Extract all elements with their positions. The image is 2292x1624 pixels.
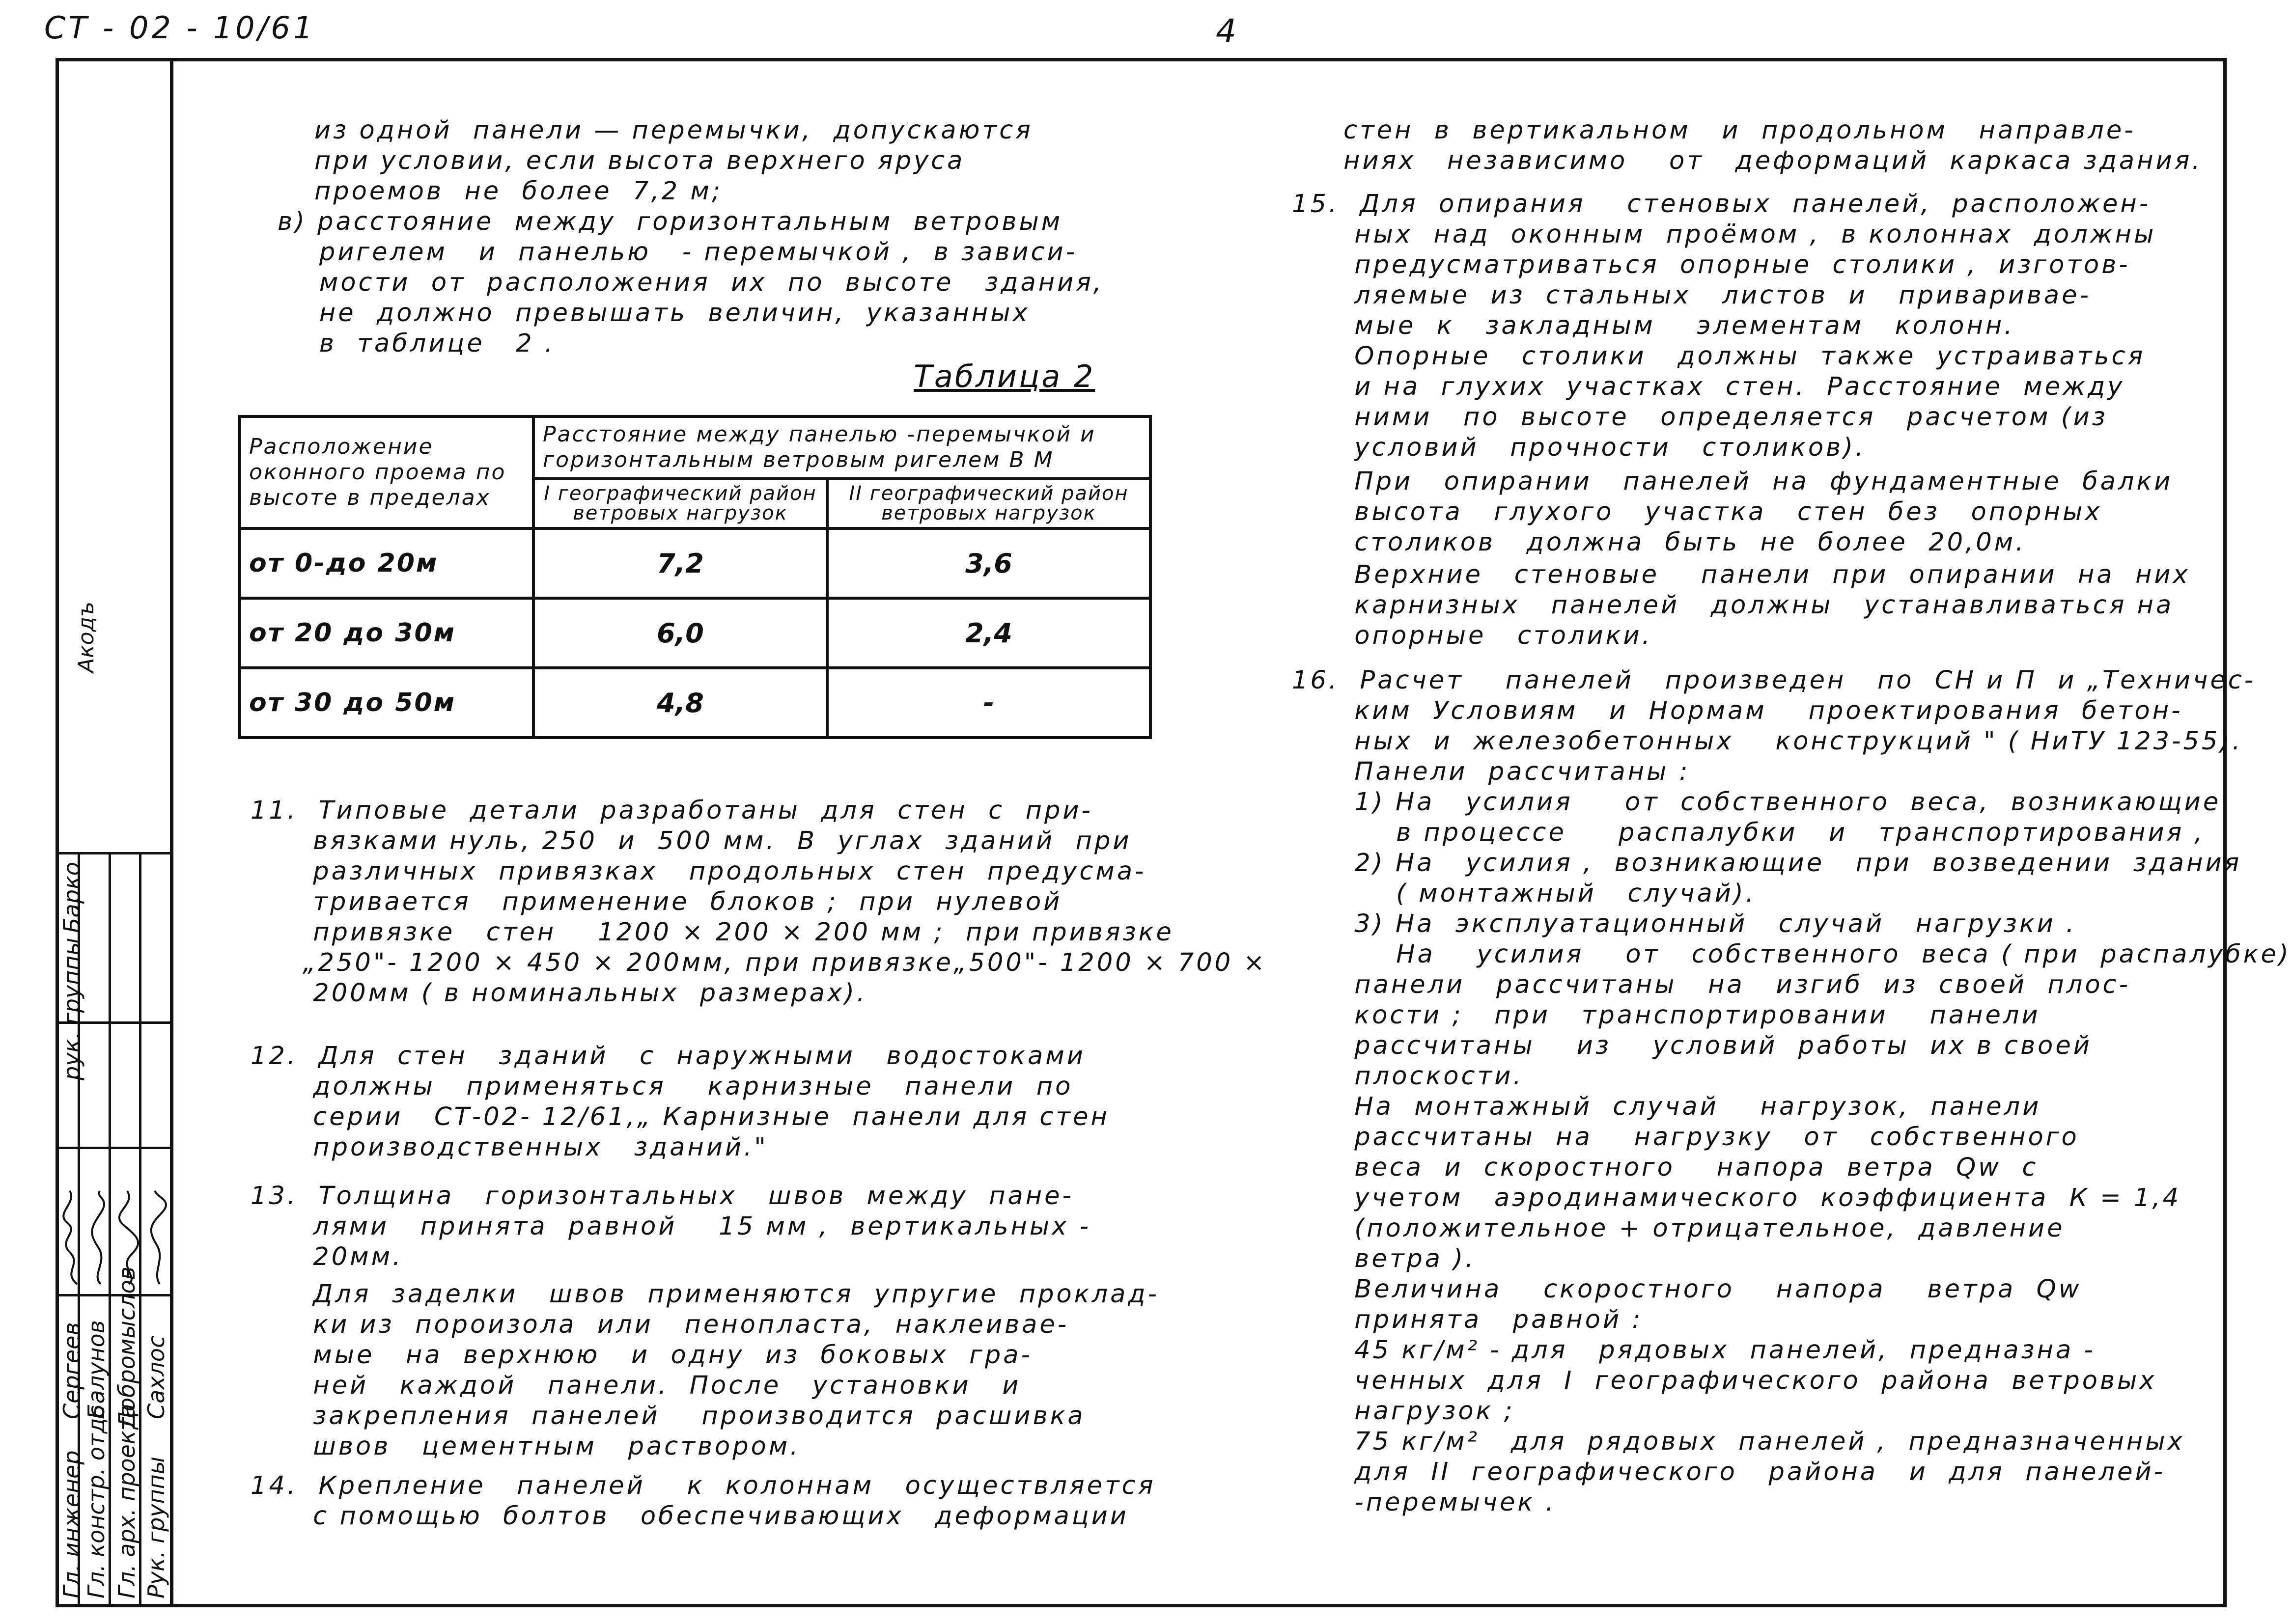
page-number: 4: [1216, 12, 1236, 50]
margin-signature: Акодъ: [74, 601, 99, 673]
item-13b-text: Для заделки швов применяются упругие проклад- ки из пороизола или пенопласта, наклеивае- мые на верхнюю и одну из боковых гра- ней каждой панели. После установки и закрепления панелей производится расшивка швов цементным раствором.: [251, 1280, 1159, 1461]
item-15b-text: При опирании панелей на фундаментные балки высота глухого участка стен без опорных столиков должна быть не более 20,0м.: [1292, 467, 2173, 557]
signature-mark-1: [60, 1188, 84, 1287]
table-row: от 30 до 50м 4,8 -: [240, 668, 1150, 738]
stamp-name-4: Сахлос: [143, 1335, 169, 1419]
table-title: Таблица 2: [914, 358, 1095, 394]
stamp-role-4: Рук. группы: [143, 1456, 169, 1598]
item-16-text: 16. Расчет панелей произведен по СН и П и „Техничес- ким Условиям и Нормам проектирования бетон- ных и железобетонных конструкций " ( НиТУ 123-55). Панели рассчитаны : 1) На усилия от собственного веса, возникающие в процессе распалубки и транспортирования , 2) На усилия , возникающие при возведении здания ( монтажный случай). 3) На эксплуатационный случай нагрузки . На усилия от собственного веса ( при распалубке) панели рассчитаны на изгиб из своей плос- кости ; при транспортировании панели рассчитаны из условий работы их в своей плоскости. На монтажный случай нагрузок, панели рассчитаны на нагрузку от собственного веса и скоростного напора ветра Qw с учетом аэродинамического коэффициента К = 1,4 (положительное + отрицательное, давление ветра ). Величина скоростного напора ветра Qw принята равной : 45 кг/м² - для рядовых панелей, предназна - ченных для I географического района ветровых нагрузок ; 75 кг/м² для рядовых панелей , предназначенных для II географического района и для панелей- -перемычек .: [1292, 666, 2291, 1517]
table-row: от 20 до 30м 6,0 2,4: [240, 598, 1150, 668]
item-12-text: 12. Для стен зданий с наружными водостоками должны применяться карнизные панели по серии СТ-02- 12/61,„ Карнизные панели для стен производственных зданий.": [251, 1042, 1110, 1162]
table-subheader-region-2: II географический район ветровых нагрузок: [827, 478, 1150, 528]
left-intro-text: из одной панели — перемычки, допускаются при условии, если высота верхнего яруса проемов не более 7,2 м;: [314, 116, 1033, 206]
item-13-text: 13. Толщина горизонтальных швов между пане- лями принята равной 15 мм , вертикальных - 20мм.: [251, 1182, 1091, 1271]
item-v-text: в) расстояние между горизонтальным ветровым ригелем и панелью - перемычкой , в зависи- мости от расположения их по высоте здания, не должно превышать величин, указанных в таблице 2 .: [278, 207, 1104, 358]
stamp-role-1: Гл. инженер: [58, 1450, 85, 1598]
stamp-name-1: Сергеев: [58, 1322, 85, 1419]
signature-mark-3: [116, 1188, 141, 1287]
signature-mark-4: [146, 1188, 170, 1287]
stamp-label-barko: Барко: [58, 862, 85, 933]
table-row: от 0-до 20м 7,2 3,6: [240, 528, 1150, 598]
table-subheader-region-1: I географический район ветровых нагрузок: [533, 478, 827, 528]
right-intro-text: стен в вертикальном и продольном направле- ниях независимо от деформаций каркаса здания.: [1343, 116, 2203, 175]
stamp-role-3: Гл. арх. проекта: [113, 1404, 140, 1598]
stamp-name-2: Балунов: [83, 1320, 110, 1419]
signature-mark-2: [86, 1188, 111, 1287]
stamp-role-2: Гл. констр. отдс: [83, 1405, 110, 1598]
table-header-location: Расположение оконного проема по высоте в пределах: [240, 416, 533, 528]
table-header-distance: Расстояние между панелью -перемычкой и горизонтальным ветровым ригелем В М: [533, 416, 1150, 478]
item-15-text: 15. Для опирания стеновых панелей, расположен- ных над оконным проёмом , в колоннах должны предусматриваться опорные столики , изготов- ляемые из стальных листов и привариваe- мые к закладным элементам колонн. Опорные столики должны также устраиваться и на глухих участках стен. Расстояние между ними по высоте определяется расчетом (из условий прочности столиков).: [1292, 190, 2156, 462]
item-11-text: 11. Типовые детали разработаны для стен с при- вязками нуль, 250 и 500 мм. В углах зданий при различных привязках продольных стен предусма- тривается применение блоков ; при нулевой привязке стен 1200 × 200 × 200 мм ; при привязке „250"- 1200 × 450 × 200мм, при привязке„500"- 1200 × 700 × 200мм ( в номинальных размерах).: [251, 796, 1267, 1008]
item-14-text: 14. Крепление панелей к колоннам осуществляется с помощью болтов обеспечивающих деформации: [251, 1471, 1156, 1531]
table-2: [238, 415, 1152, 739]
stamp-label-ruk-gruppy: рук. группы: [58, 937, 85, 1080]
document-code: СТ - 02 - 10/61: [44, 10, 316, 46]
item-15c-text: Верхние стеновые панели при опирании на них карнизных панелей должны устанавливаться на опорные столики.: [1292, 560, 2190, 650]
stamp-name-3: Добромыслов: [113, 1266, 140, 1429]
